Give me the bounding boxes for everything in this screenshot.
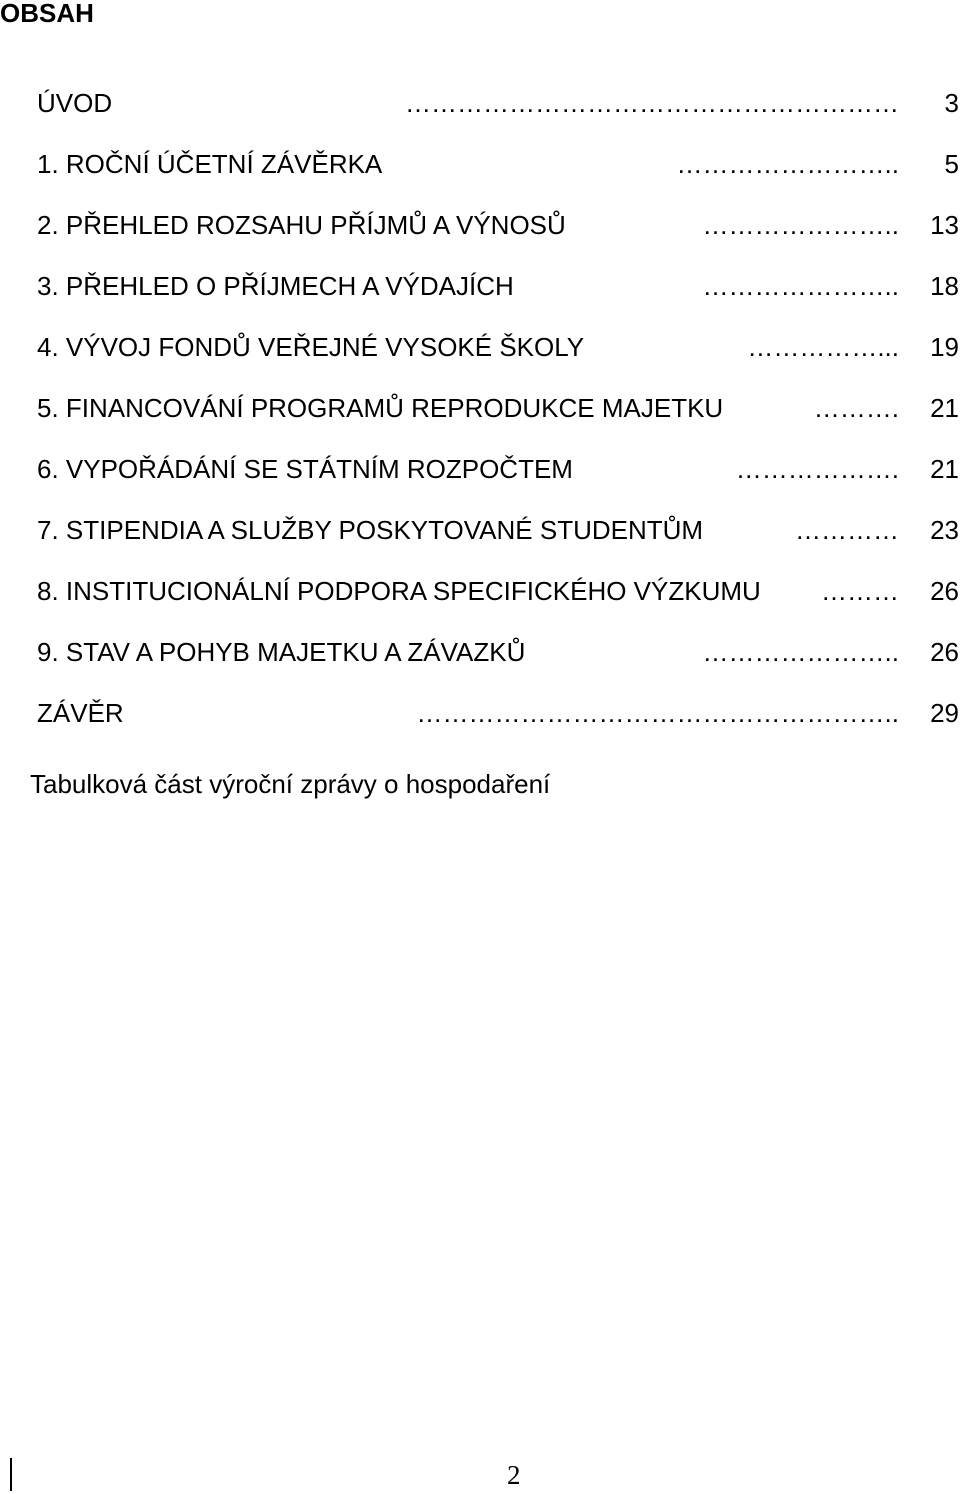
toc-entry-1[interactable] <box>37 143 959 204</box>
toc-entry-6[interactable] <box>37 448 959 509</box>
toc-entry-leader: …………………….. <box>676 149 899 179</box>
toc-entry-leader: ………… <box>795 515 899 545</box>
toc-entry-leader: ……… <box>821 576 899 606</box>
toc-entry-page: 23 <box>930 515 959 545</box>
toc-entry-leader: ……………………………………………….. <box>416 698 899 728</box>
toc-entry-page: 29 <box>930 698 959 728</box>
toc-entry-label: 7. STIPENDIA A SLUŽBY POSKYTOVANÉ STUDENTŮM <box>37 515 704 545</box>
toc-entry-3[interactable] <box>37 265 959 326</box>
toc-entry-leader: ………. <box>813 393 899 423</box>
toc-entry-page: 5 <box>944 149 959 179</box>
toc-entry-8[interactable] <box>37 570 959 631</box>
toc-entry-page: 3 <box>944 88 959 118</box>
toc-entry-leader: ………………………………………………… <box>405 88 899 118</box>
toc-entry-label: ZÁVĚR <box>37 698 124 728</box>
toc-entry-leader: ……………... <box>747 332 899 362</box>
toc-entry-label: 1. ROČNÍ ÚČETNÍ ZÁVĚRKA <box>37 149 383 179</box>
toc-entry-page: 21 <box>930 393 959 423</box>
toc-entry-4[interactable] <box>37 326 959 387</box>
toc-entry-leader: ………………….. <box>702 637 899 667</box>
toc-entry-leader: ………………….. <box>702 271 899 301</box>
toc-entry-label: 6. VYPOŘÁDÁNÍ SE STÁTNÍM ROZPOČTEM <box>37 454 573 484</box>
toc-entry-page: 19 <box>930 332 959 362</box>
toc-entry-page: 26 <box>930 637 959 667</box>
toc-entry-zaver[interactable] <box>37 692 959 753</box>
toc-entry-uvod[interactable] <box>37 82 959 143</box>
toc-entry-leader: ………………….. <box>702 210 899 240</box>
toc-entry-9[interactable] <box>37 631 959 692</box>
toc-entry-label: 9. STAV A POHYB MAJETKU A ZÁVAZKŮ <box>37 637 526 667</box>
toc-entry-label: 4. VÝVOJ FONDŮ VEŘEJNÉ VYSOKÉ ŠKOLY <box>37 332 585 362</box>
toc-entry-label: 5. FINANCOVÁNÍ PROGRAMŮ REPRODUKCE MAJETKU <box>37 393 724 423</box>
toc-entry-page: 18 <box>930 271 959 301</box>
toc-entry-label: 2. PŘEHLED ROZSAHU PŘÍJMŮ A VÝNOSŮ <box>37 210 566 240</box>
page-title: OBSAH <box>0 0 94 28</box>
table-of-contents <box>37 82 959 753</box>
toc-entry-page: 21 <box>930 454 959 484</box>
page-number: 2 <box>507 1460 521 1490</box>
toc-entry-label: 8. INSTITUCIONÁLNÍ PODPORA SPECIFICKÉHO VÝZKUMU <box>37 576 761 606</box>
toc-entry-7[interactable] <box>37 509 959 570</box>
margin-bar <box>10 1458 12 1491</box>
toc-entry-2[interactable] <box>37 204 959 265</box>
toc-entry-leader: ………………. <box>735 454 899 484</box>
toc-entry-page: 13 <box>930 210 959 240</box>
toc-entry-5[interactable] <box>37 387 959 448</box>
extra-section-title: Tabulková část výroční zprávy o hospodaření <box>30 769 551 799</box>
toc-entry-page: 26 <box>930 576 959 606</box>
toc-entry-label: 3. PŘEHLED O PŘÍJMECH A VÝDAJÍCH <box>37 271 514 301</box>
toc-entry-label: ÚVOD <box>37 88 113 118</box>
